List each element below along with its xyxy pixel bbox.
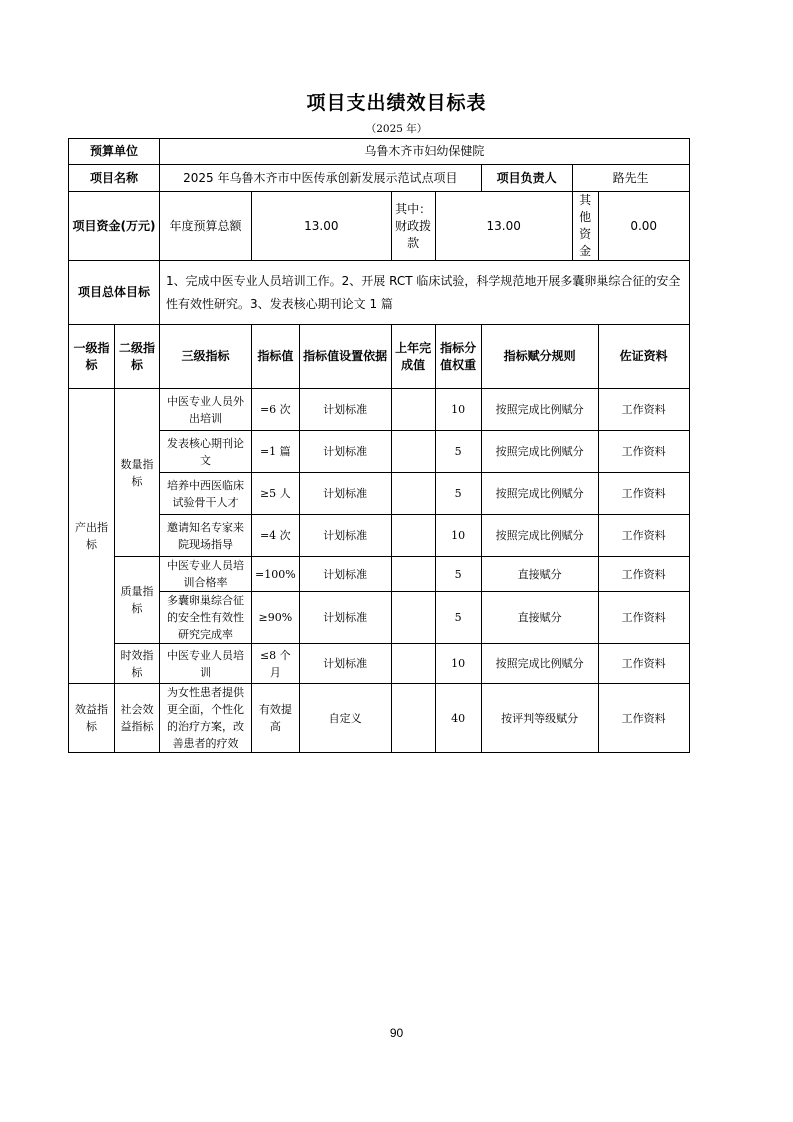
prev-cell [391,389,435,431]
level3-cell: 中医专业人员外出培训 [160,389,252,431]
header-level1: 一级指标 [69,325,115,389]
funds-label: 项目资金(万元) [69,192,160,261]
level3-cell: 多囊卵巢综合征的安全性有效性研究完成率 [160,592,252,644]
level3-cell: 中医专业人员培训合格率 [160,557,252,592]
weight-cell: 5 [435,473,481,515]
level2-quality: 质量指标 [115,557,160,644]
value-cell: ≥90% [252,592,300,644]
goal-row [69,261,690,325]
prev-cell [391,515,435,557]
header-evidence: 佐证资料 [598,325,689,389]
value-cell: 有效提高 [252,684,300,753]
prev-cell [391,431,435,473]
table-row [69,684,690,753]
value-cell: ≥5 人 [252,473,300,515]
annual-budget-label: 年度预算总额 [160,192,252,261]
header-basis: 指标值设置依据 [299,325,391,389]
evidence-cell: 工作资料 [598,644,689,684]
header-value: 指标值 [252,325,300,389]
project-label: 项目名称 [69,165,160,192]
table-row [69,473,690,515]
prev-cell [391,473,435,515]
annual-budget-value: 13.00 [252,192,392,261]
other-funds-label: 其他资金 [572,192,598,261]
evidence-cell: 工作资料 [598,557,689,592]
basis-cell: 计划标准 [299,644,391,684]
evidence-cell: 工作资料 [598,684,689,753]
other-funds-value: 0.00 [598,192,689,261]
rule-cell: 按照完成比例赋分 [481,644,598,684]
rule-cell: 按评判等级赋分 [481,684,598,753]
weight-cell: 40 [435,684,481,753]
rule-cell: 直接赋分 [481,592,598,644]
prev-cell [391,684,435,753]
level3-cell: 邀请知名专家来院现场指导 [160,515,252,557]
level3-cell: 发表核心期刊论文 [160,431,252,473]
goal-label: 项目总体目标 [69,261,160,325]
level3-cell: 中医专业人员培训 [160,644,252,684]
weight-cell: 10 [435,515,481,557]
weight-cell: 5 [435,431,481,473]
table-row [69,644,690,684]
project-row [69,165,690,192]
level2-social: 社会效益指标 [115,684,160,753]
header-level3: 三级指标 [160,325,252,389]
level1-benefit: 效益指标 [69,684,115,753]
leader-label: 项目负责人 [481,165,572,192]
leader-value: 路先生 [572,165,689,192]
weight-cell: 10 [435,389,481,431]
rule-cell: 按照完成比例赋分 [481,473,598,515]
weight-cell: 10 [435,644,481,684]
unit-row [69,139,690,165]
unit-label: 预算单位 [69,139,160,165]
value-cell: ≤8 个月 [252,644,300,684]
basis-cell: 计划标准 [299,431,391,473]
header-weight: 指标分值权重 [435,325,481,389]
level3-cell: 培养中西医临床试验骨干人才 [160,473,252,515]
unit-value: 乌鲁木齐市妇幼保健院 [160,139,690,165]
level1-output: 产出指标 [69,389,115,684]
basis-cell: 计划标准 [299,389,391,431]
table-row [69,515,690,557]
weight-cell: 5 [435,557,481,592]
table-row [69,431,690,473]
fiscal-funds-value: 13.00 [435,192,572,261]
header-rule: 指标赋分规则 [481,325,598,389]
table-row [69,389,690,431]
basis-cell: 计划标准 [299,473,391,515]
prev-cell [391,592,435,644]
page-title: 项目支出绩效目标表 [306,92,487,114]
basis-cell: 计划标准 [299,592,391,644]
performance-table [68,138,690,753]
goal-text: 1、完成中医专业人员培训工作。2、开展 RCT 临床试验，科学规范地开展多囊卵巢综合征的安全性有效性研究。3、发表核心期刊论文 1 篇 [160,261,690,325]
evidence-cell: 工作资料 [598,431,689,473]
year-label: （2025 年） [365,123,428,135]
weight-cell: 5 [435,592,481,644]
table-row [69,557,690,592]
prev-cell [391,557,435,592]
value-cell: =4 次 [252,515,300,557]
level3-cell: 为女性患者提供更全面，个性化的治疗方案，改善患者的疗效 [160,684,252,753]
evidence-cell: 工作资料 [598,473,689,515]
value-cell: =6 次 [252,389,300,431]
fiscal-funds-label: 其中：财政拨款 [391,192,435,261]
value-cell: =100% [252,557,300,592]
header-prev: 上年完成值 [391,325,435,389]
project-value: 2025 年乌鲁木齐市中医传承创新发展示范试点项目 [160,165,482,192]
rule-cell: 按照完成比例赋分 [481,389,598,431]
level2-timeliness: 时效指标 [115,644,160,684]
page-number: 90 [389,1026,404,1040]
rule-cell: 直接赋分 [481,557,598,592]
evidence-cell: 工作资料 [598,515,689,557]
table-row [69,592,690,644]
value-cell: =1 篇 [252,431,300,473]
level2-quantity: 数量指标 [115,389,160,557]
rule-cell: 按照完成比例赋分 [481,431,598,473]
basis-cell: 计划标准 [299,557,391,592]
header-level2: 二级指标 [115,325,160,389]
funds-row [69,192,690,261]
evidence-cell: 工作资料 [598,592,689,644]
basis-cell: 计划标准 [299,515,391,557]
evidence-cell: 工作资料 [598,389,689,431]
basis-cell: 自定义 [299,684,391,753]
header-row [69,325,690,389]
rule-cell: 按照完成比例赋分 [481,515,598,557]
prev-cell [391,644,435,684]
